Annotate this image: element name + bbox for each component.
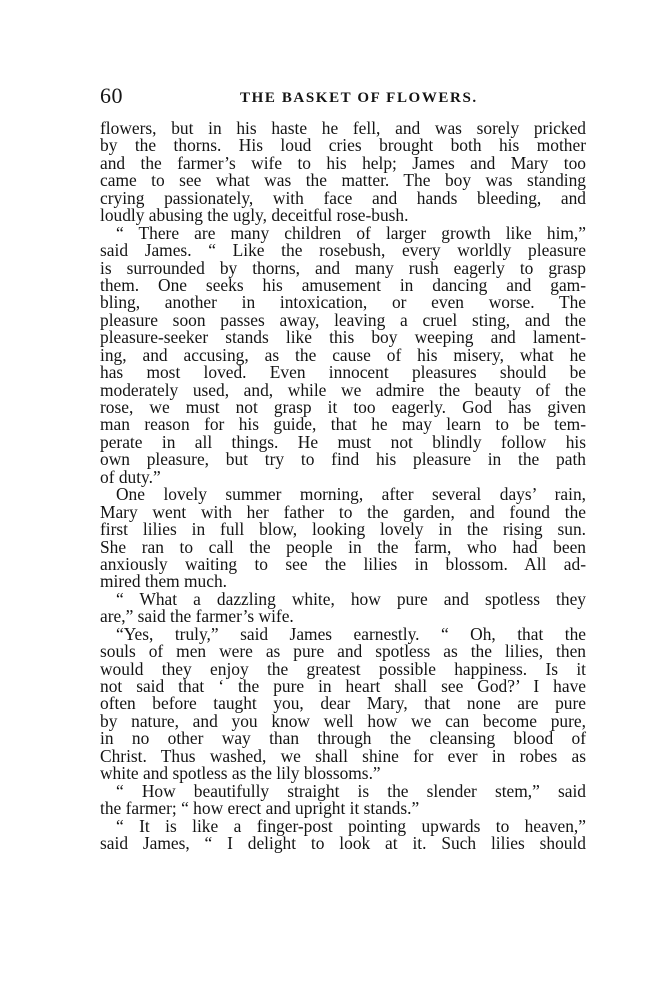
- page-number: 60: [100, 83, 123, 108]
- text-line: ing, and accusing, as the cause of his misery, what he: [100, 344, 586, 365]
- text-line: crying passionately, with face and hands bleeding, and: [100, 187, 586, 208]
- text-line: pleasure-seeker stands like this boy weeping and lament-: [100, 327, 586, 348]
- text-line: in no other way than through the cleansing blood of: [100, 728, 586, 749]
- body-text: [100, 120, 586, 852]
- text-line: pleasure soon passes away, leaving a cruel sting, and the: [100, 309, 586, 330]
- text-line: own pleasure, but try to find his pleasure in the path: [100, 449, 586, 470]
- text-line: said James, “ I delight to look at it. Such lilies should: [100, 832, 586, 853]
- text-line: of duty.”: [100, 466, 161, 487]
- text-line: “ How beautifully straight is the slender stem,” said: [116, 780, 586, 801]
- text-line: would they enjoy the greatest possible happiness. Is it: [100, 658, 586, 679]
- text-line: Christ. Thus washed, we shall shine for ever in robes as: [100, 745, 586, 766]
- text-line: by the thorns. His loud cries brought both his mother: [100, 135, 586, 156]
- text-line: first lilies in full blow, looking lovely in the rising sun.: [100, 519, 586, 540]
- text-line: man reason for his guide, that he may learn to be tem-: [100, 414, 586, 435]
- text-line: “ What a dazzling white, how pure and spotless they: [116, 588, 586, 609]
- text-line: by nature, and you know well how we can become pure,: [100, 710, 586, 731]
- text-line: the farmer; “ how erect and upright it stands.”: [100, 798, 420, 819]
- text-line: came to see what was the matter. The boy was standing: [100, 170, 586, 191]
- running-title: THE BASKET OF FLOWERS.: [240, 90, 478, 106]
- text-line: not said that ‘ the pure in heart shall see God?’ I have: [100, 676, 586, 696]
- running-head: [100, 82, 586, 110]
- text-line: souls of men were as pure and spotless as the lilies, then: [100, 641, 586, 662]
- text-line: mired them much.: [100, 571, 228, 592]
- text-line: said James. “ Like the rosebush, every worldly pleasure: [100, 240, 586, 261]
- text-line: She ran to call the people in the farm, who had been: [100, 536, 586, 557]
- text-line: “ There are many children of larger growth like him,”: [116, 222, 586, 243]
- text-line: loudly abusing the ugly, deceitful rose-bush.: [100, 205, 409, 226]
- text-line: rose, we must not grasp it too eagerly. God has given: [100, 397, 586, 417]
- text-line: is surrounded by thorns, and many rush eagerly to grasp: [100, 257, 586, 278]
- text-line: them. One seeks his amusement in dancing and gam-: [100, 274, 586, 295]
- text-line: flowers, but in his haste he fell, and was sorely pricked: [100, 118, 586, 138]
- text-line: perate in all things. He must not blindly follow his: [100, 431, 586, 452]
- text-line: has most loved. Even innocent pleasures should be: [100, 362, 586, 383]
- text-line: One lovely summer morning, after several days’ rain,: [116, 484, 586, 505]
- text-line: Mary went with her father to the garden, and found the: [100, 501, 586, 522]
- text-line: “ It is like a finger-post pointing upwards to heaven,”: [116, 815, 586, 836]
- text-line: white and spotless as the lily blossoms.”: [100, 763, 381, 784]
- text-line: anxiously waiting to see the lilies in blossom. All ad-: [100, 553, 586, 574]
- text-line: often before taught you, dear Mary, that none are pure: [100, 693, 586, 714]
- text-line: and the farmer’s wife to his help; James and Mary too: [100, 152, 586, 173]
- text-line: “Yes, truly,” said James earnestly. “ Oh, that the: [116, 623, 586, 644]
- text-line: moderately used, and, while we admire the beauty of the: [100, 379, 586, 400]
- text-line: are,” said the farmer’s wife.: [100, 606, 294, 627]
- text-line: bling, another in intoxication, or even worse. The: [100, 292, 586, 313]
